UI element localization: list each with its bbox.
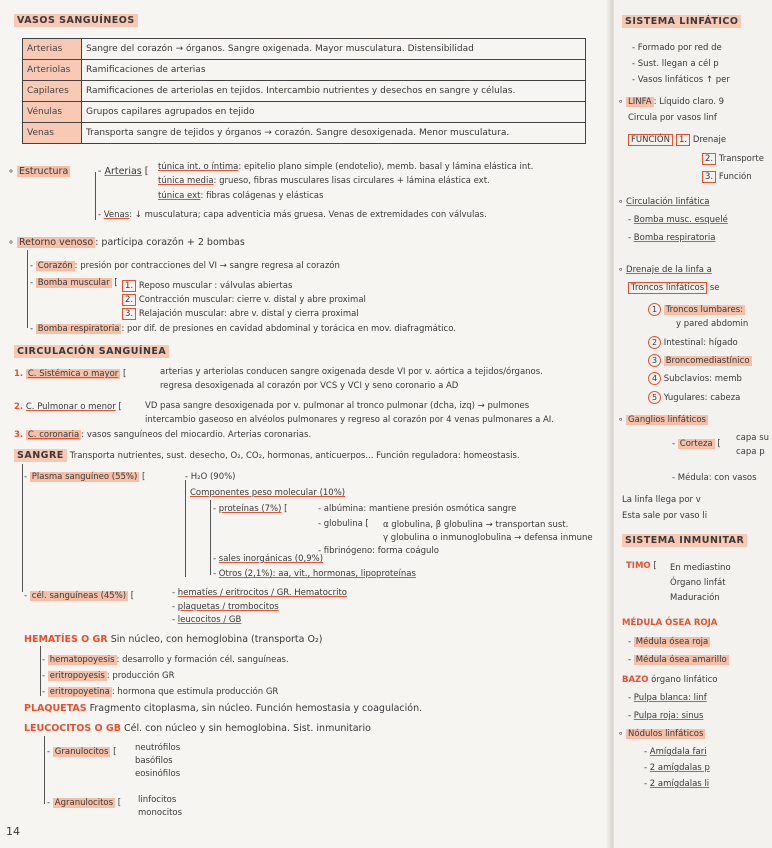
- esta-sale: Esta sale por vaso li: [622, 511, 708, 521]
- estructura-label: ∘ Estructura: [8, 166, 69, 177]
- tronco-1: 1 Troncos lumbares:: [648, 303, 745, 316]
- hematies-line: HEMATÍES O GR Sin núcleo, con hemoglobina (transporta O₂): [24, 634, 323, 645]
- media-line: túnica media: grueso, fibras musculares lisas circulares + lámina elástica ext.: [158, 176, 490, 186]
- vasos-title: VASOS SANGUÍNEOS: [14, 15, 138, 27]
- celulas-label: - cél. sanguíneas (45%) [: [24, 591, 135, 601]
- corteza-2: capa p: [736, 447, 765, 457]
- celulas-1: - hematíes / eritrocitos / GR. Hematocrito: [172, 588, 347, 598]
- globulina-label: - globulina [: [318, 519, 369, 529]
- fibrinogeno-line: - fibrinógeno: forma coágulo: [318, 546, 439, 556]
- agranulocito-2: monocitos: [138, 808, 183, 818]
- right-notebook-page: [614, 0, 772, 848]
- circ-2-a: VD pasa sangre desoxigenada por v. pulmonar al tronco pulmonar (dcha, izq) → pulmones: [145, 401, 530, 411]
- nodulos-line: ∘ Nódulos linfáticos: [618, 729, 704, 739]
- pulpa-roja: - Pulpa roja: sinus: [628, 711, 704, 721]
- drenaje-line: ∘ Drenaje de la linfa a: [618, 265, 712, 275]
- table-row: Arterias Sangre del corazón → órganos. Sangre oxigenada. Mayor musculatura. Distensibilidad: [23, 39, 586, 60]
- bazo-line: BAZO órgano linfático: [622, 675, 718, 685]
- corteza-label: - Corteza [: [672, 439, 721, 449]
- sangre-line: SANGRE Transporta nutrientes, sust. desecho, O₂, CO₂, hormonas, anticuerpos... Función reguladora: homeostasis.: [14, 450, 520, 462]
- inmune-title: SISTEMA INMUNITAR: [622, 535, 747, 547]
- eritropoyetina-line: - eritropoyetina : hormona que estimula producción GR: [42, 687, 279, 697]
- circ-3-line: 3. C. coronaria : vasos sanguíneos del miocardio. Arterias coronarias.: [14, 430, 312, 440]
- amigdala-2: - 2 amígdalas p: [644, 763, 710, 773]
- bomba-musc-esq: - Bomba musc. esquelé: [628, 215, 728, 225]
- celulas-2: - plaquetas / trombocitos: [172, 602, 279, 612]
- table-row: Arteriolas Ramificaciones de arterias: [23, 60, 586, 81]
- circ-1-b: regresa desoxigenada al corazón por VCS y VCI y seno coronario a AD: [160, 381, 459, 391]
- proteinas-label: - proteínas (7%) [: [213, 504, 288, 514]
- circula-line: Circula por vasos linf: [628, 113, 717, 123]
- linf-r3: - Vasos linfáticos ↑ per: [632, 75, 730, 85]
- medula-osea-2: - Médula ósea amarillo: [628, 655, 727, 665]
- leucocitos-line: LEUCOCITOS O GB Cél. con núcleo y sin hemoglobina. Sist. inmunitario: [24, 723, 371, 734]
- circ-linfatica-label: ∘ Circulación linfática: [618, 197, 710, 207]
- retorno-label: ∘ Retorno venoso : participa corazón + 2 bombas: [8, 237, 245, 248]
- medula-line: - Médula: con vasos: [672, 473, 757, 483]
- timo-1: En mediastino: [670, 563, 731, 573]
- timo-2: Órgano linfát: [670, 578, 726, 588]
- timo-3: Maduración: [670, 593, 720, 603]
- linfa-llega: La linfa llega por v: [622, 495, 701, 505]
- ganglios-line: ∘ Ganglios linfáticos: [618, 415, 706, 425]
- circ-1-label: 1. C. Sistémica o mayor [: [14, 369, 127, 379]
- granulocitos-label: - Granulocitos [: [47, 747, 117, 757]
- corazon-line: - Corazón : presión por contracciones del VI → sangre regresa al corazón: [30, 261, 340, 271]
- granulocito-1: neutrófilos: [135, 743, 181, 753]
- albumina-line: - albúmina: mantiene presión osmótica sangre: [318, 504, 517, 514]
- tronco-2: 2 Intestinal: hígado: [648, 336, 738, 349]
- table-row: Capilares Ramificaciones de arteriolas en tejidos. Intercambio nutrientes y desechos en sangre y células.: [23, 81, 586, 102]
- table-row: Venas Transporta sangre de tejidos y órganos → corazón. Sangre desoxigenada. Menor musculatura.: [23, 123, 586, 144]
- funcion-1: 1. Drenaje: [676, 134, 726, 146]
- funcion-3: 3. Función: [702, 171, 752, 183]
- page-number: 14: [6, 825, 20, 838]
- bomba-step-2: 2. Contracción muscular: cierre v. distal y abre proximal: [122, 294, 366, 306]
- plasma-label: - Plasma sanguíneo (55%) [: [24, 472, 146, 482]
- medula-osea-title: MÉDULA ÓSEA ROJA: [622, 618, 718, 628]
- linfatico-title: SISTEMA LINFÁTICO: [622, 16, 741, 28]
- timo-label: TIMO [: [626, 561, 657, 571]
- amigdala-1: - Amígdala fari: [644, 747, 707, 757]
- vasos-table: [22, 38, 586, 144]
- linf-r1: - Formado por red de: [632, 43, 722, 53]
- agranulocito-1: linfocitos: [138, 795, 177, 805]
- plaquetas-line: PLAQUETAS Fragmento citoplasma, sin núcleo. Función hemostasia y coagulación.: [24, 703, 423, 714]
- circ-1-a: arterias y arteriolas conducen sangre oxigenada desde VI por v. aórtica a tejidos/órganos.: [160, 367, 543, 377]
- amigdala-3: - 2 amígdalas li: [644, 779, 710, 789]
- globulina-2: γ globulina o inmunoglobulina → defensa inmune: [383, 533, 593, 543]
- linf-r2: - Sust. llegan a cél p: [632, 59, 719, 69]
- agranulocitos-label: - Agranulocitos [: [47, 798, 122, 808]
- granulocito-2: basófilos: [135, 756, 173, 766]
- arterias-label: - Arterias [: [98, 166, 149, 177]
- table-row: Vénulas Grupos capilares agrupados en tejido: [23, 102, 586, 123]
- corteza-1: capa su: [736, 433, 770, 443]
- funcion-2: 2. Transporte: [702, 153, 764, 165]
- granulocito-3: eosinófilos: [135, 769, 181, 779]
- linfa-line: ∘ LINFA : Líquido claro. 9: [618, 97, 725, 107]
- tronco-3: 3 Broncomediastínico: [648, 354, 752, 367]
- troncos-label: Troncos linfáticos se: [628, 282, 720, 294]
- eritropoyesis-line: - eritropoyesis : producción GR: [42, 671, 175, 681]
- ext-line: túnica ext: fibras colágenas y elásticas: [158, 191, 324, 201]
- tronco-1b: y pared abdomin: [676, 319, 749, 329]
- componentes-line: Componentes peso molecular (10%): [190, 488, 346, 498]
- funcion-label: FUNCIÓN: [628, 134, 673, 146]
- otros-line: - Otros (2,1%): aa, vit., hormonas, lipoproteínas: [213, 569, 416, 579]
- celulas-3: - leucocitos / GB: [172, 615, 242, 625]
- h2o-line: - H₂O (90%): [185, 472, 236, 482]
- bomba-muscular-label: - Bomba muscular [: [30, 278, 118, 288]
- bomba-step-1: 1. Reposo muscular : válvulas abiertas: [122, 280, 292, 292]
- globulina-1: α globulina, β globulina → transportan sust.: [383, 520, 569, 530]
- venas-line: - Venas: ↓ musculatura; capa adventicia más gruesa. Venas de extremidades con válvulas.: [98, 210, 487, 220]
- pulpa-blanca: - Pulpa blanca: linf: [628, 693, 707, 703]
- bomba-step-3: 3. Relajación muscular: abre v. distal y cierra proximal: [122, 308, 359, 320]
- circ-2-b: intercambio gaseoso en alvéolos pulmonares y regreso al corazón por 4 venas pulmonares a AI.: [145, 415, 555, 425]
- sales-line: - sales inorgánicas (0,9%): [213, 554, 324, 564]
- tronco-4: 4 Subclavios: memb: [648, 372, 742, 385]
- tronco-5: 5 Yugulares: cabeza: [648, 391, 740, 404]
- bomba-resp-linf: - Bomba respiratoria: [628, 233, 716, 243]
- circ-2-label: 2. C. Pulmonar o menor [: [14, 402, 122, 412]
- circulacion-title: CIRCULACIÓN SANGUÍNEA: [14, 346, 169, 358]
- intima-line: túnica int. o íntima: epitelio plano simple (endotelio), memb. basal y lámina elástica int.: [158, 162, 534, 172]
- bomba-resp-line: - Bomba respiratoria : por dif. de presiones en cavidad abdominal y torácica en mov. diafragmático.: [30, 324, 456, 334]
- hematopoyesis-line: - hematopoyesis : desarrollo y formación cél. sanguíneas.: [42, 655, 289, 665]
- medula-osea-1: - Médula ósea roja: [628, 637, 709, 647]
